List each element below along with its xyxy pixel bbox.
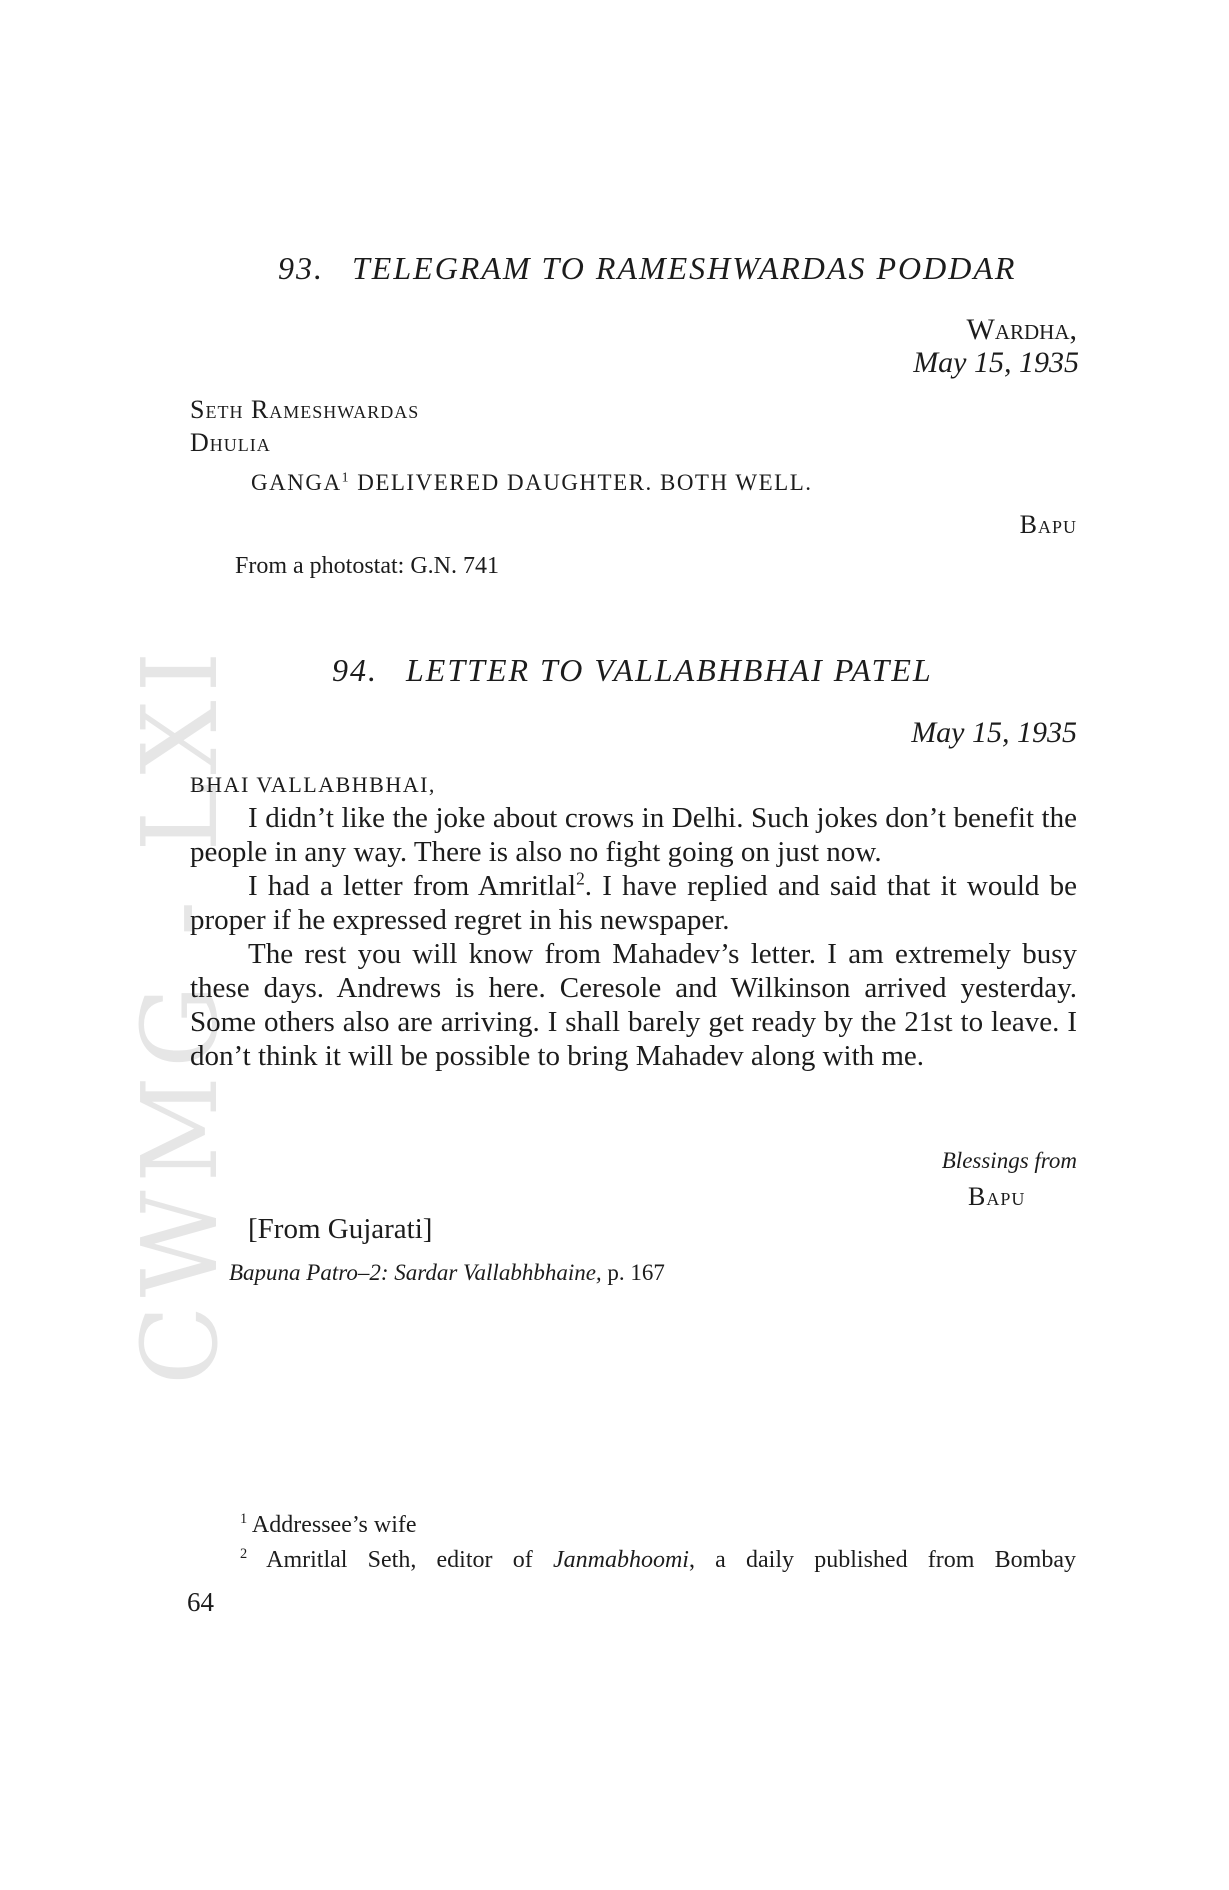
section-94-letter-body [190,801,1077,1073]
section-93-signature: Bapu [1019,510,1077,539]
footnote-1-text: Addressee’s wife [251,1512,417,1538]
section-93-addressee-line2: Dhulia [190,428,271,457]
letter-paragraph-3: The rest you will know from Mahadev’s letter. I am extremely busy these days. Andrews is here. Ceresole and Wilkinson arrived yesterday. Some others also are arriving. I shall barely get ready by the 21st to leave. I don’t think it will be possible to bring Mahadev along with me. [190,938,1077,1072]
footnote-2-publication: Janmabhoomi [552,1547,689,1573]
section-93-place: Wardha, [966,313,1077,346]
section-94-closing: Blessings from [941,1148,1077,1173]
section-93-date: May 15, 1935 [913,346,1079,379]
page-number: 64 [187,1587,214,1617]
footnote-2-text-after: , a daily published from Bombay [688,1547,1076,1573]
footnote-2 [240,1543,1076,1578]
watermark: CWMG - LXI [119,643,241,1385]
section-93-message-rest: DELIVERED DAUGHTER. BOTH WELL. [357,470,813,495]
letter-paragraph-2-before: I had a letter from Amritlal [248,870,577,902]
section-93-heading [278,250,1016,287]
section-94-signature: Bapu [968,1182,1026,1211]
section-94-number: 94. [332,652,378,688]
footnotes [240,1508,1076,1578]
section-94-source-title: Bapuna Patro–2: Sardar Vallabhbhaine, [229,1260,602,1285]
section-94-salutation: BHAI VALLABHBHAI, [190,772,436,797]
footnote-2-text-before: Amritlal Seth, editor of [266,1547,553,1573]
section-93-title: TELEGRAM TO RAMESHWARDAS PODDAR [352,250,1017,286]
section-93-message-word: GANGA [251,470,342,495]
section-94-source-citation [229,1260,665,1286]
footnote-ref-2: 2 [576,868,585,889]
letter-paragraph-1: I didn’t like the joke about crows in Delhi. Such jokes don’t benefit the people in any way. There is also no fight going on just now. [190,802,1077,868]
section-94-heading [332,652,933,689]
section-93-number: 93. [278,250,324,286]
section-94-source-page: p. 167 [607,1260,665,1285]
section-93-message [251,470,813,496]
footnote-ref-1: 1 [341,469,350,485]
section-93-source: From a photostat: G.N. 741 [235,553,499,579]
footnote-1-mark: 1 [240,1511,248,1527]
footnote-2-mark: 2 [240,1546,248,1562]
section-94-date: May 15, 1935 [911,716,1077,749]
letter-paragraph-2-after: . I have replied and said that it would be proper if he expressed regret in his newspaper. [190,870,1077,936]
footnote-1 [240,1508,1076,1543]
section-94-title: LETTER TO VALLABHBHAI PATEL [406,652,933,688]
section-93-addressee-line1: Seth Rameshwardas [190,395,420,424]
section-94-source-language: [From Gujarati] [248,1213,433,1245]
letter-paragraph-2 [190,869,1077,937]
